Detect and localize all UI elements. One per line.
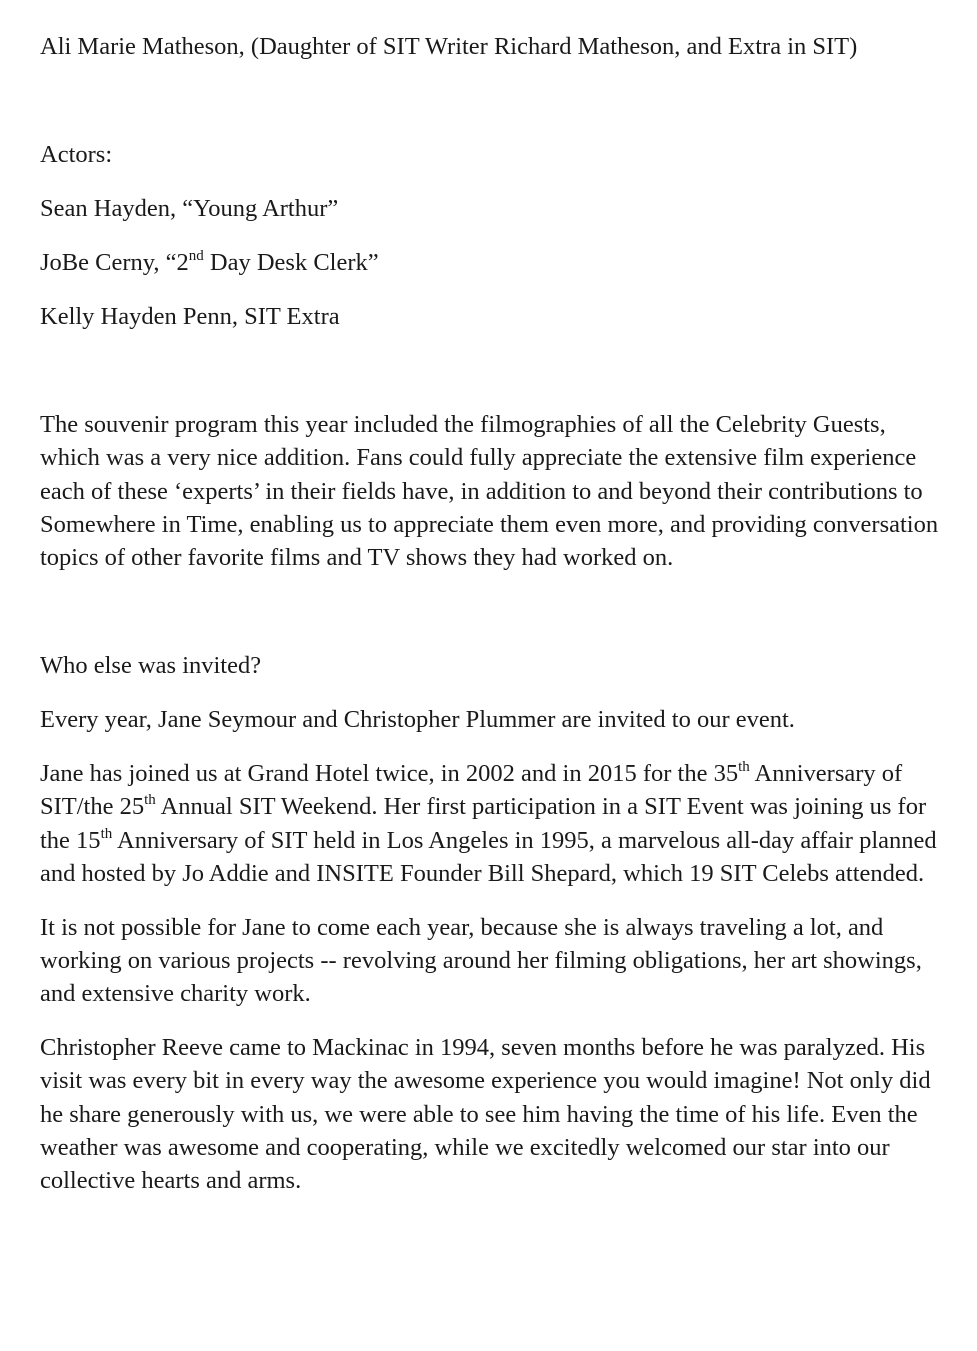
actor-kelly-hayden-penn: Kelly Hayden Penn, SIT Extra [40, 302, 340, 330]
p2-part-d: Anniversary of SIT held in Los Angeles in 1995, a marvelous all-day affair planned and hosted by Jo Addie and INSITE Founder Bill Shepard, which 19 SIT Celebs attended. [40, 826, 937, 887]
actor-sean-hayden: Sean Hayden, “Young Arthur” [40, 195, 339, 223]
actors-heading: Actors: [40, 141, 113, 169]
invited-paragraph-1: Every year, Jane Seymour and Christopher Plummer are invited to our event. [40, 706, 795, 734]
p2-sup-1: th [738, 758, 750, 775]
invited-paragraph-2 [40, 757, 945, 890]
invited-paragraph-4: Christopher Reeve came to Mackinac in 1994, seven months before he was paralyzed. His visit was every bit in every way the awesome experience you would imagine! Not only did he share generously with us, we were able to see him having the time of his life. Even the weather was awesome and cooperating, while we excitedly welcomed our star into our collective hearts and arms. [40, 1034, 931, 1195]
actor-jobe-cerny-sup: nd [188, 247, 204, 264]
p2-sup-2: th [144, 792, 156, 809]
p2-sup-3: th [100, 825, 113, 842]
p2-part-c: Annual SIT Weekend. Her first participation in a SIT Event was joining us for the 15 [40, 793, 927, 854]
invited-paragraph-3: It is not possible for Jane to come each year, because she is always traveling a lot, and working on various projects -- revolving around her filming obligations, her art showings, and extensive charity work. [40, 913, 922, 1008]
actor-jobe-cerny-post: Day Desk Clerk” [203, 248, 379, 276]
invited-heading: Who else was invited? [40, 652, 262, 680]
program-paragraph: The souvenir program this year included the filmographies of all the Celebrity Guests, which was a very nice addition. Fans could fully appreciate the extensive film experience each of these ‘experts’ in their fields have, in addition to and beyond their contributions to Somewhere in Time, enabling us to appreciate them even more, and providing conversation topics of other favorite films and TV shows they had worked on. [40, 410, 939, 572]
document-page [40, 30, 945, 1198]
p2-part-b: Anniversary of SIT/the 25 [40, 760, 903, 821]
intro-line: Ali Marie Matheson, (Daughter of SIT Writer Richard Matheson, and Extra in SIT) [40, 33, 858, 60]
actor-jobe-cerny-pre: JoBe Cerny, “2 [40, 248, 189, 276]
actor-jobe-cerny [40, 246, 945, 279]
p2-part-a: Jane has joined us at Grand Hotel twice, in 2002 and in 2015 for the 35 [40, 760, 739, 788]
